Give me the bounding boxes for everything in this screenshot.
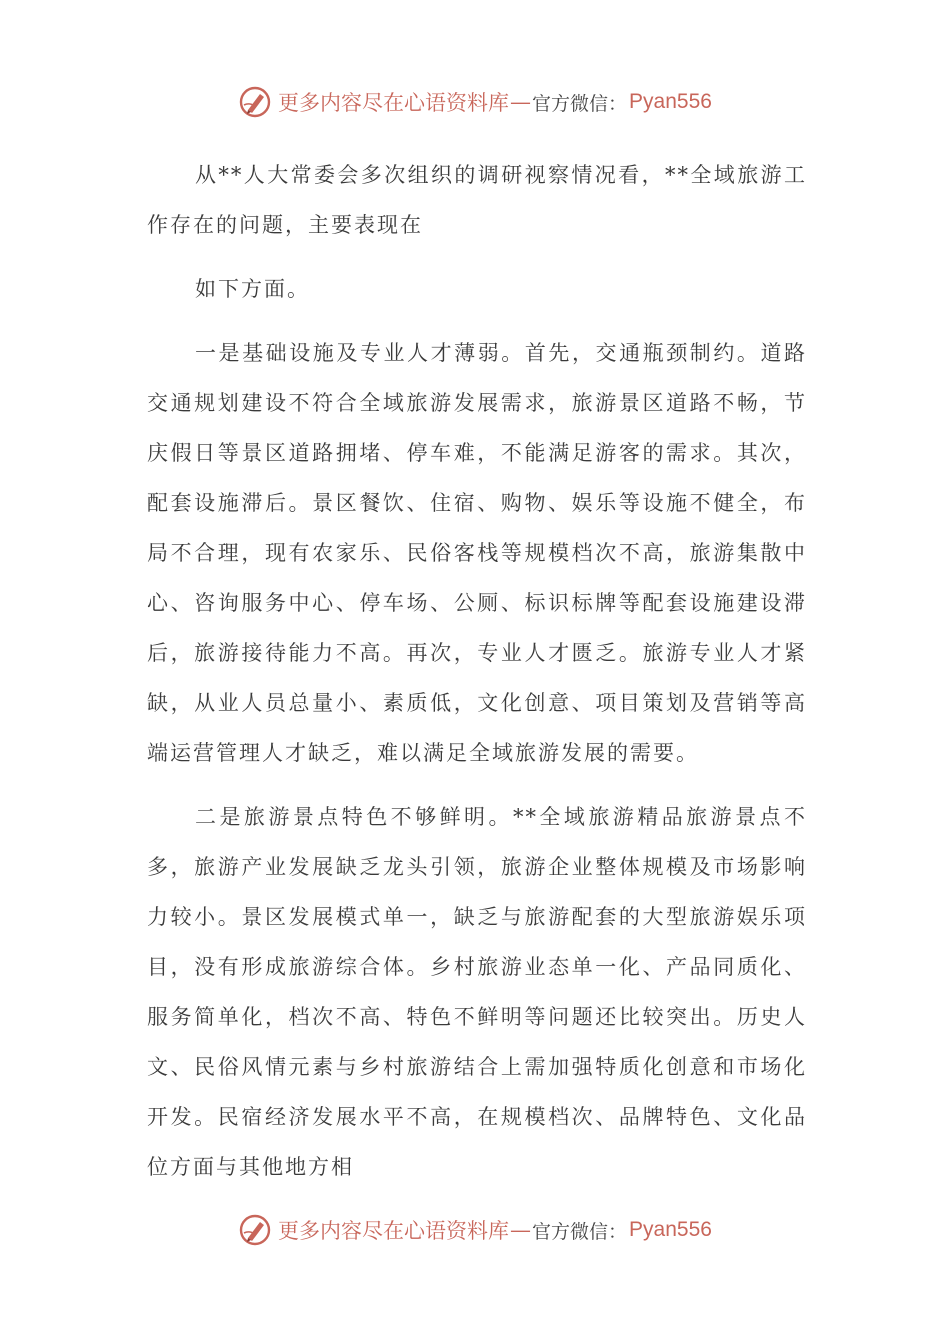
banner-dash: — (510, 90, 532, 114)
wechat-label: 官方微信： (532, 92, 628, 115)
pen-logo-icon (238, 1213, 272, 1247)
pen-logo-icon (238, 85, 272, 119)
brand-text: 更多内容尽在心语资料库 (278, 1219, 510, 1243)
wechat-label: 官方微信： (532, 1220, 628, 1243)
footer-banner (0, 1210, 950, 1250)
paragraph-continuation: 如下方面。 (195, 277, 310, 301)
paragraph-point-two: 二是旅游景点特色不够鲜明。**全域旅游精品旅游景点不多，旅游产业发展缺乏龙头引领，旅游企业整体规模及市场影响力较小。景区发展模式单一，缺乏与旅游配套的大型旅游娱乐项目，没有形成旅游综合体。乡村旅游业态单一化、产品同质化、服务简单化，档次不高、特色不鲜明等问题还比较突出。历史人文、民俗风情元素与乡村旅游结合上需加强特质化创意和市场化开发。民宿经济发展水平不高，在规模档次、品牌特色、文化品位方面与其他地方相 (147, 805, 807, 1179)
wechat-id: Pyan556 (629, 1218, 712, 1241)
paragraph-intro: 从**人大常委会多次组织的调研视察情况看，**全域旅游工作存在的问题，主要表现在 (147, 163, 807, 237)
brand-text: 更多内容尽在心语资料库 (278, 91, 510, 115)
document-body (147, 150, 807, 1192)
banner-dash: — (510, 1218, 532, 1242)
header-banner (0, 82, 950, 122)
paragraph-point-one: 一是基础设施及专业人才薄弱。首先，交通瓶颈制约。道路交通规划建设不符合全域旅游发展需求，旅游景区道路不畅，节庆假日等景区道路拥堵、停车难，不能满足游客的需求。其次，配套设施滞后。景区餐饮、住宿、购物、娱乐等设施不健全，布局不合理，现有农家乐、民俗客栈等规模档次不高，旅游集散中心、咨询服务中心、停车场、公厕、标识标牌等配套设施建设滞后，旅游接待能力不高。再次，专业人才匮乏。旅游专业人才紧缺，从业人员总量小、素质低，文化创意、项目策划及营销等高端运营管理人才缺乏，难以满足全域旅游发展的需要。 (147, 341, 807, 765)
wechat-id: Pyan556 (629, 90, 712, 113)
